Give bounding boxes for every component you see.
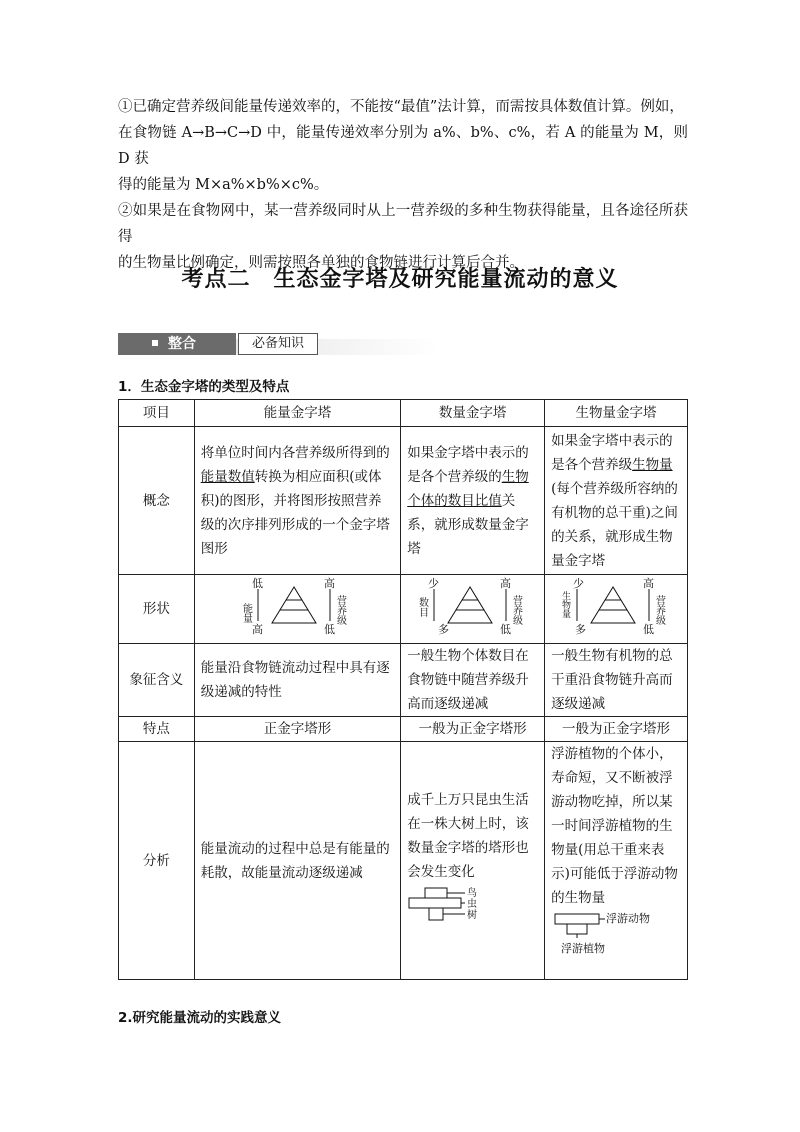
pyramid-bottom-left-label: 多 bbox=[575, 623, 587, 636]
pyramid-bar-zooplankton bbox=[555, 914, 599, 924]
cell-underlined-text: 能量数值 bbox=[200, 468, 255, 485]
pyramid-bottom-right-label: 低 bbox=[499, 623, 511, 636]
pyramid-top-right-label: 高 bbox=[324, 577, 336, 590]
intro-line: 在食物链 A→B→C→D 中，能量传递效率分别为 a%、b%、c%，若 A 的能量为 M，则 D 获 bbox=[118, 125, 688, 167]
pyramid-right-axis-label: 营养级 bbox=[334, 595, 346, 625]
square-bullet-icon bbox=[152, 340, 158, 346]
table-header-cell: 生物量金字塔 bbox=[545, 400, 688, 427]
row-label: 概念 bbox=[119, 427, 195, 575]
meaning-number: 一般生物个体数目在食物链中随营养级升高而逐级递减 bbox=[401, 644, 545, 717]
row-label: 象征含义 bbox=[119, 644, 195, 717]
meaning-energy: 能量沿食物链流动过程中具有逐级递减的特性 bbox=[194, 644, 401, 717]
pyramid-right-axis-label: 营养级 bbox=[510, 595, 522, 625]
pyramid-top-right-label: 高 bbox=[643, 577, 655, 590]
fig-label-zooplankton: 浮游动物 bbox=[606, 912, 651, 925]
pyramid-bottom-left-label: 多 bbox=[437, 623, 449, 636]
pyramid-bottom-right-label: 低 bbox=[324, 623, 336, 636]
row-label: 特点 bbox=[119, 717, 195, 742]
pyramid-table bbox=[118, 399, 688, 980]
cell-text: 将单位时间内各营养级所得到的 bbox=[200, 444, 390, 461]
pyramid-top-right-label: 高 bbox=[499, 577, 511, 590]
shape-number bbox=[401, 575, 545, 644]
pyramid-top-left-label: 少 bbox=[573, 577, 585, 590]
feature-energy: 正金字塔形 bbox=[194, 717, 401, 742]
cell-text: 关系，就形成数量金字塔 bbox=[407, 492, 529, 557]
intro-line: 的生物量比例确定，则需按照各单独的食物链进行计算后合并。 bbox=[118, 255, 524, 271]
integration-banner bbox=[118, 333, 438, 355]
pyramid-top-left-label: 少 bbox=[427, 577, 439, 590]
cell-text: (每个营养级所容纳的有机物的总干重)之间的关系，就形成生物量金字塔 bbox=[551, 480, 678, 569]
fig-label-insect: 虫 bbox=[467, 898, 478, 910]
concept-number bbox=[401, 427, 545, 575]
pyramid-triangle bbox=[448, 587, 492, 623]
pyramid-triangle bbox=[591, 587, 635, 623]
banner-left-label: 整合 bbox=[168, 336, 196, 352]
concept-energy bbox=[194, 427, 401, 575]
table-header-row bbox=[119, 400, 688, 427]
fig-label-tree: 树 bbox=[467, 909, 478, 921]
concept-biomass bbox=[545, 427, 688, 575]
analysis-energy: 能量流动的过程中总是有能量的耗散，故能量流动逐级递减 bbox=[194, 742, 401, 980]
pyramid-bottom-left-label: 高 bbox=[252, 623, 264, 636]
shape-energy bbox=[194, 575, 401, 644]
row-label: 形状 bbox=[119, 575, 195, 644]
pyramid-bar-tree bbox=[429, 908, 443, 920]
table-row-shape bbox=[119, 575, 688, 644]
intro-paragraphs bbox=[118, 94, 688, 276]
cell-underlined-text: 生物量 bbox=[632, 456, 673, 473]
pyramid-left-axis-label: 生物量 bbox=[560, 591, 571, 618]
pyramid-left-axis-label: 数目 bbox=[416, 597, 428, 617]
pyramid-bar-bird bbox=[425, 888, 447, 898]
table-row-meaning bbox=[119, 644, 688, 717]
fig-label-bird: 鸟 bbox=[467, 887, 478, 899]
pyramid-bottom-right-label: 低 bbox=[643, 623, 655, 636]
biomass-pyramid-diagram bbox=[561, 575, 671, 635]
cell-underlined-text: 生物个体的数目比值 bbox=[407, 468, 529, 509]
banner-right-label: 必备知识 bbox=[238, 333, 318, 355]
subsection-title: 2.研究能量流动的实践意义 bbox=[118, 1010, 282, 1026]
feature-number: 一般为正金字塔形 bbox=[401, 717, 545, 742]
inverted-biomass-pyramid-diagram bbox=[551, 910, 661, 970]
table-row-analysis bbox=[119, 742, 688, 980]
pyramid-right-axis-label: 营养级 bbox=[653, 595, 665, 625]
pyramid-left-axis-label: 能量 bbox=[240, 603, 252, 623]
intro-line: 得的能量为 M×a%×b%×c%。 bbox=[118, 177, 329, 193]
row-label: 分析 bbox=[119, 742, 195, 980]
inverted-number-pyramid-diagram bbox=[407, 884, 487, 926]
section-heading: 考点二 生态金字塔及研究能量流动的意义 bbox=[181, 267, 619, 292]
analysis-number-text: 成千上万只昆虫生活在一株大树上时，该数量金字塔的塔形也会发生变化 bbox=[407, 791, 529, 880]
cell-text: 转换为相应面积(或体积)的图形，并将图形按照营养级的次序排列形成的一个金字塔图形 bbox=[200, 468, 390, 557]
pyramid-bar-phytoplankton bbox=[567, 924, 587, 934]
feature-biomass: 一般为正金字塔形 bbox=[545, 717, 688, 742]
table-header-cell: 数量金字塔 bbox=[401, 400, 545, 427]
intro-line: ②如果是在食物网中，某一营养级同时从上一营养级的多种生物获得能量，且各途径所获得 bbox=[118, 203, 688, 245]
table-header-cell: 项目 bbox=[119, 400, 195, 427]
intro-line: ①已确定营养级间能量传递效率的，不能按“最值”法计算，而需按具体数值计算。例如， bbox=[118, 99, 684, 115]
shape-biomass bbox=[545, 575, 688, 644]
table-row-concept bbox=[119, 427, 688, 575]
cell-text: 如果金字塔中表示的是各个营养级的 bbox=[407, 444, 529, 485]
analysis-number bbox=[401, 742, 545, 980]
cell-text: 如果金字塔中表示的是各个营养级 bbox=[551, 432, 673, 473]
energy-pyramid-diagram bbox=[242, 575, 352, 635]
meaning-biomass: 一般生物有机物的总干重沿食物链升高而逐级递减 bbox=[545, 644, 688, 717]
subsection-title: 1．生态金字塔的类型及特点 bbox=[118, 379, 290, 395]
table-header-cell: 能量金字塔 bbox=[194, 400, 401, 427]
fig-label-phytoplankton: 浮游植物 bbox=[561, 942, 606, 955]
banner-left bbox=[118, 333, 236, 355]
pyramid-top-left-label: 低 bbox=[252, 577, 264, 590]
pyramid-triangle bbox=[272, 587, 316, 623]
number-pyramid-diagram bbox=[418, 575, 528, 635]
table-row-feature bbox=[119, 717, 688, 742]
analysis-biomass-text: 浮游植物的个体小，寿命短，又不断被浮游动物吃掉，所以某一时间浮游植物的生物量(用总干重来表示)可能低于浮游动物的生物量 bbox=[551, 746, 678, 906]
analysis-biomass bbox=[545, 742, 688, 980]
pyramid-bar-insect bbox=[409, 898, 461, 908]
